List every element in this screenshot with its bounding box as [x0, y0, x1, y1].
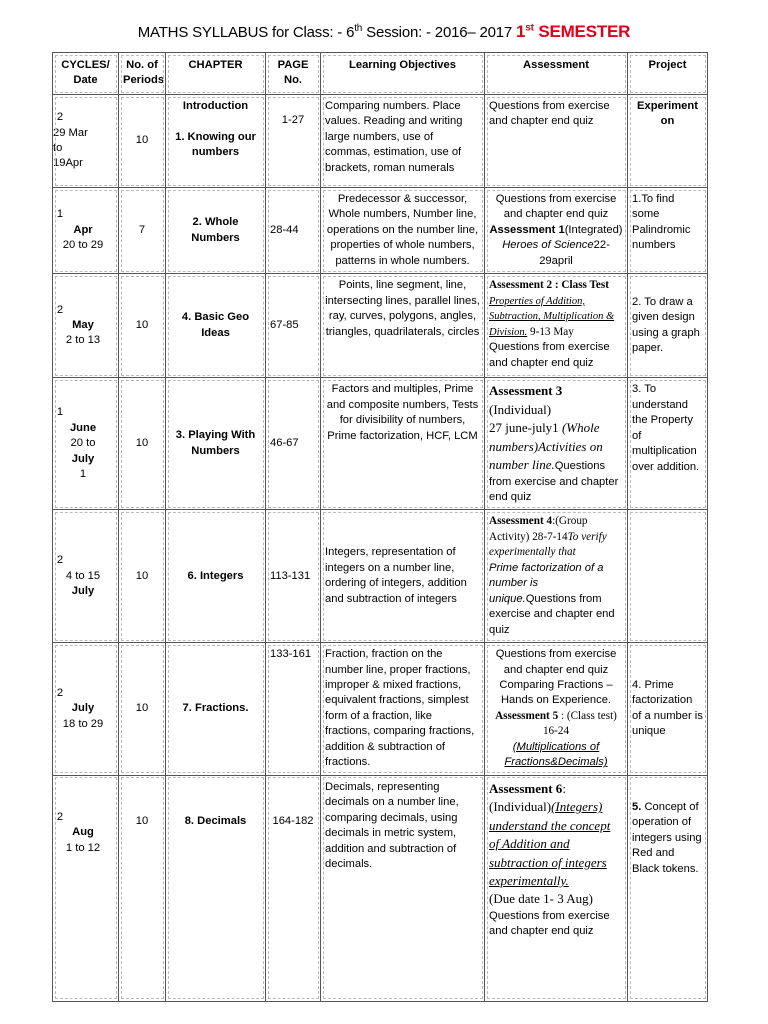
project-cell: 2. To draw a given design using a graph paper. [628, 274, 708, 378]
cycle-cell: 24 to 15 July [53, 510, 119, 643]
objectives-cell: Comparing numbers. Place values. Reading and writing large numbers, use of commas, estimation, use of brackets, roman numerals [321, 95, 485, 188]
chapter-cell: Introduction 1. Knowing our numbers [166, 95, 266, 188]
project-cell: Experiment on [628, 95, 708, 188]
page-cell: 113-131 [266, 510, 321, 643]
objectives-cell: Integers, representation of integers on a number line, ordering of integers, addition and subtraction of integers [321, 510, 485, 643]
periods-cell: 7 [119, 188, 166, 274]
project-cell [628, 510, 708, 643]
chapter-cell: 8. Decimals [166, 775, 266, 1001]
periods-cell: 10 [119, 274, 166, 378]
table-row [53, 95, 708, 188]
assessment-cell: Assessment 2 : Class Test Properties of Addition, Subtraction, Multiplication & Division. 9-13 May Questions from exercise and chapter end quiz [485, 274, 628, 378]
cycle-cell: 2July 18 to 29 [53, 643, 119, 776]
cycle-cell: 229 Mar to 19Apr [53, 95, 119, 188]
periods-cell: 10 [119, 775, 166, 1001]
objectives-cell: Factors and multiples, Prime and composite numbers, Tests for divisibility of numbers, Prime factorization, HCF, LCM [321, 378, 485, 510]
cycle-cell: 1Apr 20 to 29 [53, 188, 119, 274]
assessment-cell: Questions from exercise and chapter end quiz Comparing Fractions – Hands on Experience. Assessment 5 : (Class test) 16-24 (Multiplications of Fractions&Decimals) [485, 643, 628, 776]
project-cell: 5. Concept of operation of integers using Red and Black tokens. [628, 775, 708, 1001]
page-cell: 133-161 [266, 643, 321, 776]
assessment-cell: Questions from exercise and chapter end quiz [485, 95, 628, 188]
header-chapter: CHAPTER [166, 53, 266, 95]
assessment-cell: Assessment 6: (Individual)(Integers) understand the concept of Addition and subtraction of integers experimentally. (Due date 1- 3 Aug) Questions from exercise and chapter end quiz [485, 775, 628, 1001]
chapter-cell: 2. Whole Numbers [166, 188, 266, 274]
cycle-cell: 1June 20 to July 1 [53, 378, 119, 510]
table-row [53, 274, 708, 378]
chapter-cell: 7. Fractions. [166, 643, 266, 776]
title-text: MATHS SYLLABUS for Class: - 6 [137, 24, 355, 41]
assessment-cell: Assessment 4:(Group Activity) 28-7-14To verify experimentally that Prime factorization of a number is unique.Questions from exercise and chapter end quiz [485, 510, 628, 643]
header-objectives: Learning Objectives [321, 53, 485, 95]
document-title [0, 22, 768, 42]
periods-cell: 10 [119, 643, 166, 776]
assessment-cell: Questions from exercise and chapter end quiz Assessment 1(Integrated) Heroes of Science22-29april [485, 188, 628, 274]
cycle-cell: 2May 2 to 13 [53, 274, 119, 378]
project-cell: 1.To find some Palindromic numbers [628, 188, 708, 274]
header-cycles: CYCLES/ Date [53, 53, 119, 95]
project-cell: 3. To understand the Property of multiplication over addition. [628, 378, 708, 510]
syllabus-table [52, 52, 708, 1002]
assessment-cell: Assessment 3 (Individual) 27 june-july1 (Whole numbers)Activities on number line.Questions from exercise and chapter end quiz [485, 378, 628, 510]
page-cell: 28-44 [266, 188, 321, 274]
periods-cell: 10 [119, 95, 166, 188]
table-row [53, 378, 708, 510]
cycle-cell: 2Aug 1 to 12 [53, 775, 119, 1001]
page-cell: 46-67 [266, 378, 321, 510]
title-class-sup: th [354, 23, 363, 34]
objectives-cell: Points, line segment, line, intersecting lines, parallel lines, ray, curves, polygons, angles, triangles, quadrilaterals, circles [321, 274, 485, 378]
table-header-row [53, 53, 708, 95]
header-periods: No. of Periods [119, 53, 166, 95]
header-page: PAGE No. [266, 53, 321, 95]
title-session: Session: - 2016– 2017 [362, 24, 517, 41]
table-row [53, 188, 708, 274]
objectives-cell: Decimals, representing decimals on a number line, comparing decimals, using decimals in metric system, addition and subtraction of decimals. [321, 775, 485, 1001]
page-cell: 164-182 [266, 775, 321, 1001]
periods-cell: 10 [119, 378, 166, 510]
chapter-cell: 4. Basic Geo Ideas [166, 274, 266, 378]
semester-label: 1st SEMESTER [516, 22, 631, 41]
table-row [53, 510, 708, 643]
header-assessment: Assessment [485, 53, 628, 95]
page-cell: 1-27 [266, 95, 321, 188]
table-row [53, 775, 708, 1001]
table-row [53, 643, 708, 776]
chapter-cell: 6. Integers [166, 510, 266, 643]
page-cell: 67-85 [266, 274, 321, 378]
header-project: Project [628, 53, 708, 95]
chapter-cell: 3. Playing With Numbers [166, 378, 266, 510]
objectives-cell: Fraction, fraction on the number line, proper fractions, improper & mixed fractions, equivalent fractions, simplest form of a fraction, like fractions, comparing fractions, addition & subtraction of fractions. [321, 643, 485, 776]
project-cell: 4. Prime factorization of a number is unique [628, 643, 708, 776]
periods-cell: 10 [119, 510, 166, 643]
objectives-cell: Predecessor & successor, Whole numbers, Number line, operations on the number line, properties of whole numbers, patterns in whole numbers. [321, 188, 485, 274]
